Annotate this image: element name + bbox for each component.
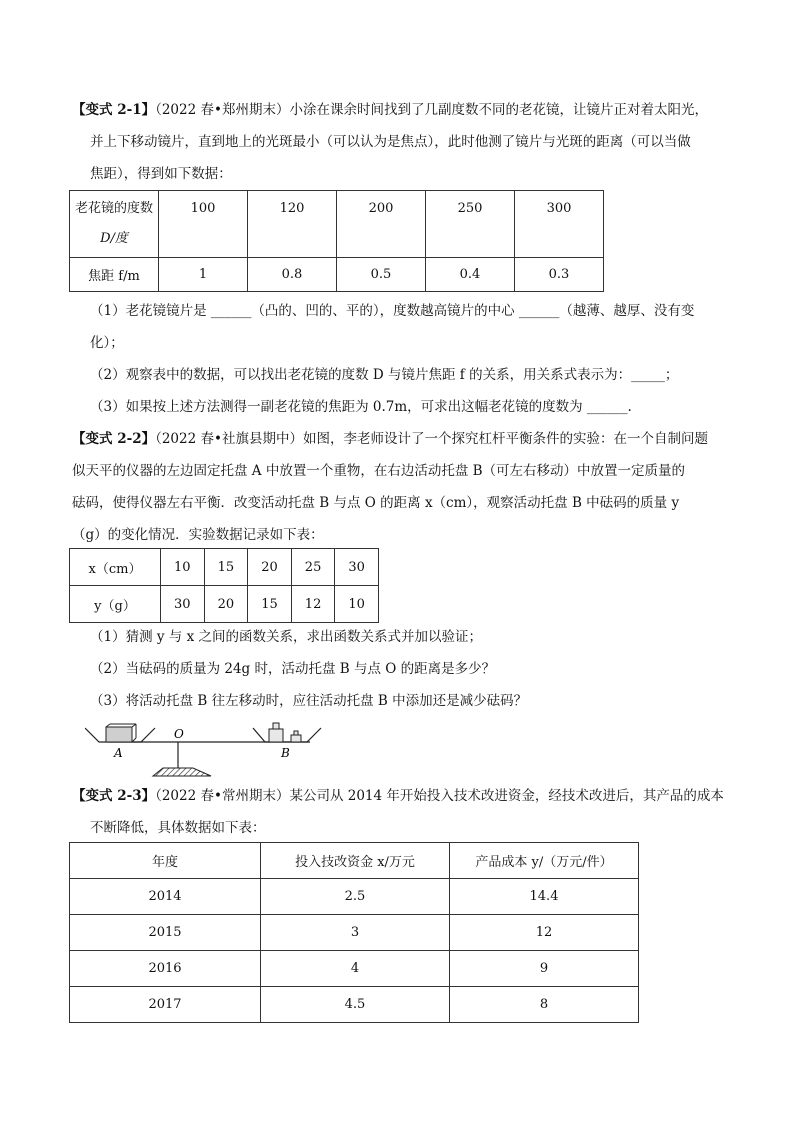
table-cell: 15: [248, 586, 292, 623]
table-cell: 20: [204, 586, 248, 623]
table-row: [70, 586, 379, 623]
problem-2-1-question-1a: （1）老花镜镜片是 ______（凸的、凹的、平的），度数越高镜片的中心 ______（越薄、越厚、没有变: [90, 303, 695, 319]
problem-2-2-line-2: 似天平的仪器的左边固定托盘 A 中放置一个重物，在右边活动托盘 B（可左右移动）中放置一定质量的: [72, 463, 686, 479]
table-cell: 250: [426, 191, 515, 258]
table-cell: 0.3: [515, 258, 604, 292]
problem-2-1-line-3: 焦距），得到如下数据：: [90, 166, 232, 182]
table-cell: 120: [248, 191, 337, 258]
table-cell: 14.4: [450, 879, 639, 915]
problem-2-1-tag: 【变式 2-1】: [72, 102, 156, 118]
table-cell: 20: [248, 549, 292, 586]
problem-2-1-question-3: （3）如果按上述方法测得一副老花镜的焦距为 0.7m，可求出这幅老花镜的度数为 ______.: [90, 399, 632, 415]
label-a: A: [114, 746, 123, 760]
table-cell: 0.4: [426, 258, 515, 292]
table-header-row: [70, 843, 639, 879]
problem-2-3-line-1: 【变式 2-3】（2022 春•常州期末）某公司从 2014 年开始投入技术改进资金，经技术改进后，其产品的成本: [72, 788, 724, 804]
label-b: B: [281, 746, 290, 760]
weight-small: [291, 735, 301, 742]
problem-2-2-question-1: （1）猜测 y 与 x 之间的函数关系，求出函数关系式并加以验证；: [90, 629, 482, 645]
table-row: [70, 987, 639, 1023]
table-cell: 2.5: [261, 879, 450, 915]
problem-2-2-question-3: （3）将活动托盘 B 往左移动时，应往活动托盘 B 中添加还是减少砝码？: [90, 693, 528, 709]
balance-diagram: [85, 716, 325, 778]
problem-2-1-question-1b: 化）；: [90, 335, 124, 351]
table-cell: 10: [335, 586, 379, 623]
table-cell: 0.8: [248, 258, 337, 292]
table-cell: 2015: [70, 915, 261, 951]
table-cell: 1: [159, 258, 248, 292]
table-cell: 10: [161, 549, 205, 586]
table-header-cell: 焦距 f/m: [70, 258, 159, 292]
table-cell: 300: [515, 191, 604, 258]
table-cell: 12: [291, 586, 335, 623]
table-row: [70, 549, 379, 586]
problem-2-2-line-4: （g）的变化情况．实验数据记录如下表：: [72, 527, 324, 543]
table-header-cell: 老花镜的度数 D/度: [70, 191, 159, 258]
table-cell: 100: [159, 191, 248, 258]
problem-2-3-line-2: 不断降低，具体数据如下表：: [90, 820, 266, 836]
table-header-cell: x（cm）: [70, 549, 161, 586]
investment-data-table: [69, 842, 639, 1023]
table-header-cell: 投入技改资金 x/万元: [261, 843, 450, 879]
table-cell: 15: [204, 549, 248, 586]
problem-2-2-line-1: 【变式 2-2】（2022 春•社旗县期中）如图，李老师设计了一个探究杠杆平衡条件的实验：在一个自制问题: [72, 431, 708, 447]
table-cell: 4.5: [261, 987, 450, 1023]
problem-2-1-line-2: 并上下移动镜片，直到地上的光斑最小（可以认为是焦点），此时他测了镜片与光斑的距离（可以当做: [90, 134, 691, 150]
table-header-cell: y（g）: [70, 586, 161, 623]
table-cell: 2016: [70, 951, 261, 987]
problem-2-1-line-1: 【变式 2-1】（2022 春•郑州期末）小涂在课余时间找到了几副度数不同的老花镜，让镜片正对着太阳光，: [72, 102, 708, 118]
table-cell: 30: [161, 586, 205, 623]
table-row: [70, 879, 639, 915]
table-row: [70, 258, 604, 292]
lens-data-table: [69, 190, 604, 292]
table-header-cell: 产品成本 y/（万元/件）: [450, 843, 639, 879]
table-header-cell: 年度: [70, 843, 261, 879]
table-cell: 2014: [70, 879, 261, 915]
table-row: [70, 915, 639, 951]
table-cell: 12: [450, 915, 639, 951]
problem-2-2-question-2: （2）当砝码的质量为 24g 时，活动托盘 B 与点 O 的距离是多少？: [90, 661, 496, 677]
tray-b: [253, 728, 321, 742]
table-cell: 0.5: [337, 258, 426, 292]
problem-2-1-question-2: （2）观察表中的数据，可以找出老花镜的度数 D 与镜片焦距 f 的关系，用关系式表示为：_____；: [90, 367, 679, 383]
problem-2-3-tag: 【变式 2-3】: [72, 788, 156, 804]
weight-large: [269, 729, 283, 742]
table-cell: 3: [261, 915, 450, 951]
weight-block: [106, 727, 132, 742]
table-row: [70, 191, 604, 258]
table-row: [70, 951, 639, 987]
table-cell: 2017: [70, 987, 261, 1023]
table-cell: 8: [450, 987, 639, 1023]
problem-2-2-line-3: 砝码，使得仪器左右平衡．改变活动托盘 B 与点 O 的距离 x（cm），观察活动托盘 B 中砝码的质量 y: [72, 495, 680, 511]
balance-base: [153, 768, 211, 776]
table-cell: 4: [261, 951, 450, 987]
balance-data-table: [69, 548, 379, 623]
label-o: O: [174, 727, 184, 741]
table-cell: 25: [291, 549, 335, 586]
table-cell: 9: [450, 951, 639, 987]
problem-2-2-tag: 【变式 2-2】: [72, 431, 156, 447]
table-cell: 30: [335, 549, 379, 586]
table-cell: 200: [337, 191, 426, 258]
